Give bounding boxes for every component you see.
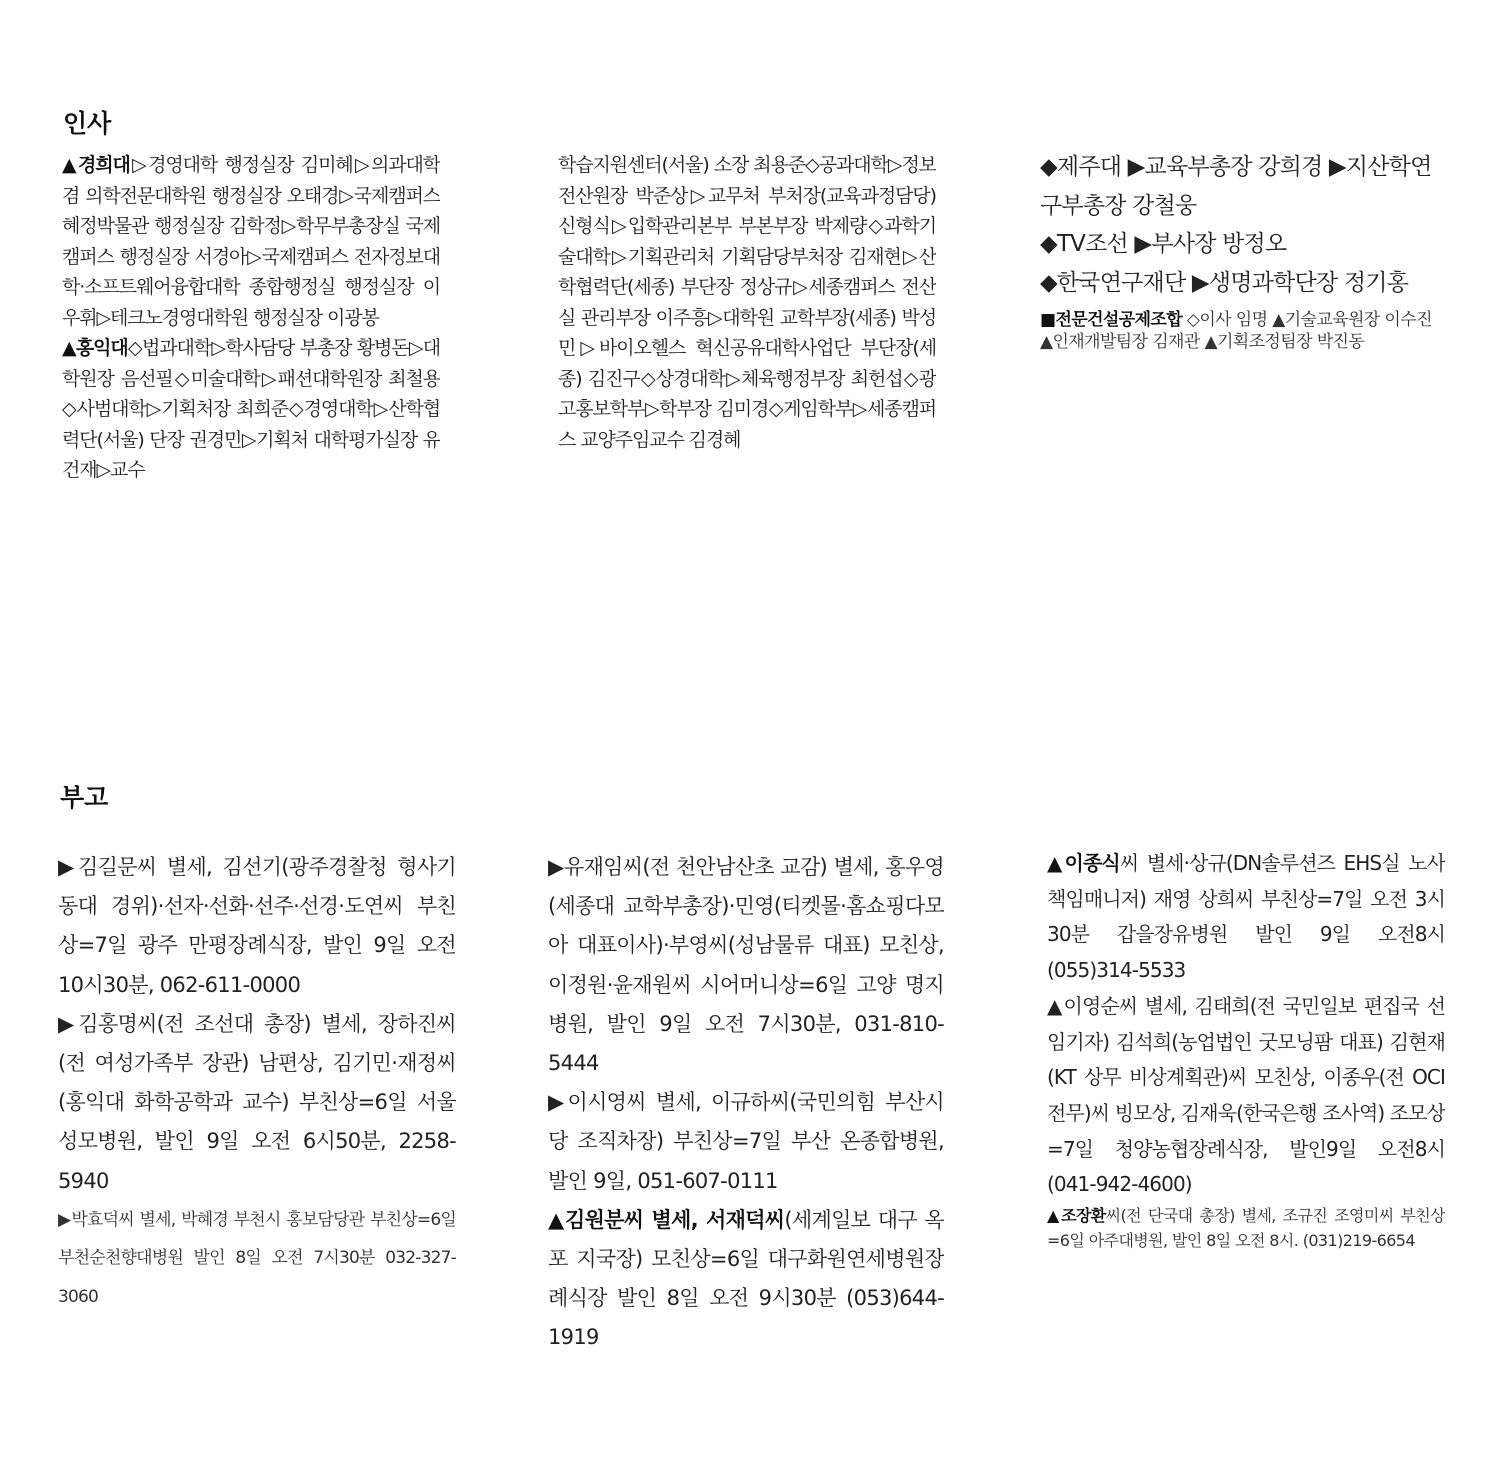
org-name: ◆한국연구재단 [1040,269,1186,296]
deceased-name: ▲김원분씨 별세, 서재덕씨 [548,1207,785,1232]
entry-text: (세계일보 대구 옥포 지국장) 모친상=6일 대구화원연세병원장례식장 발인 8일 오전 9시30분 (053)644-1919 [548,1207,944,1350]
insa-entry-small [1040,309,1444,353]
obituary-entry: ▶김홍명씨(전 조선대 총장) 별세, 장하진씨(전 여성가족부 장관) 남편상, 김기민·재정씨(홍익대 화학공학과 교수) 부친상=6일 서울성모병원, 발인 9일 오전 6시50분, 2258-5940 [58,1011,456,1193]
bugo-column-3 [1047,846,1445,1253]
entry-text: ▶이시영씨 별세, 이규하씨(국민의힘 부산시당 조직차장) 부친상=7일 부산 온종합병원, 발인 9일, 051-607-0111 [548,1090,944,1193]
insa-entry [1040,225,1444,264]
entry-text: ▶유재임씨(전 천안남산초 교감) 별세, 홍우영(세종대 교학부총장)·민영(티켓몰·홈쇼핑다모아 대표이사)·부영씨(성남물류 대표) 모친상, 이정원·윤재원씨 시어머니상=6일 고양 명지병원, 발인 9일 오전 7시30분, 031-810-5444 [548,855,944,1076]
insa-entry [1040,148,1444,225]
obituary-entry [548,1201,944,1358]
obituary-entry [548,848,944,1083]
deceased-name: ▲조장환 [1047,1206,1106,1226]
insa-column-2 [558,150,936,455]
entry-text: 씨(전 단국대 총장) 별세, 조규진 조영미씨 부친상=6일 아주대병원, 발인 8일 오전 8시. (031)219-6654 [1047,1206,1445,1251]
org-name: ◆제주대 [1040,154,1122,180]
org-name: ◆TV조선 [1040,231,1128,257]
bugo-column-1 [58,848,456,1316]
insa-entry: 학습지원센터(서울) 소장 최용준◇공과대학▷정보전산원장 박준상▷교무처 부처장(교육과정담당) 신형식▷입학관리본부 부본부장 박제량◇과학기술대학▷기획관리처 기획담당부처장 김재현▷산학협력단(세종) 부단장 정상규▷세종캠퍼스 전산실 관리부장 이주흥▷대학원 교학부장(세종) 박성민▷바이오헬스 혁신공유대학사업단 부단장(세종) 김진구◇상경대학▷체육행정부장 최헌섭◇광고홍보학부▷학부장 김미경◇게임학부▷세종캠퍼스 교양주임교수 김경혜 [558,154,936,451]
deceased-name: ▲이종식 [1047,851,1120,875]
org-name: ▲경희대 [62,154,130,176]
obituary-entry: ▶김길문씨 별세, 김선기(광주경찰청 형사기동대 경위)·선자·선화·선주·선경·도연씨 부친상=7일 광주 만평장례식장, 발인 9일 오전 10시30분, 062-611-0000 [58,855,456,997]
obituary-entry [1047,846,1445,989]
obituary-entry-small: ▶박효덕씨 별세, 박혜경 부천시 홍보담당관 부친상=6일 부천순천향대병원 발인 8일 오전 7시30분 032-327-3060 [58,1209,456,1307]
obituary-entry-small [1047,1203,1445,1253]
entry-text: ▶부사장 방정오 [1127,231,1287,257]
entry-text: 씨 별세·상규(DN솔루션즈 EHS실 노사 책임매니저) 재영 상희씨 부친상=7일 오전 3시30분 갑을장유병원 발인 9일 오전8시 (055)314-5533 [1047,851,1445,983]
entry-text: ◇법과대학▷학사담당 부총장 황병돈▷대학원장 음선필◇미술대학▷패션대학원장 최철용◇사범대학▷기획처장 최희준◇경영대학▷산학협력단(서울) 단장 권경민▷기획처 대학평가실장 유건재▷교수 [62,337,440,481]
org-name: ▲홍익대 [62,337,128,359]
org-name: ■전문건설공제조합 [1040,310,1183,330]
entry-text: ▶교육부총장 강희경 ▶지산학연구부총장 강철웅 [1040,154,1432,219]
entry-text: ▷경영대학 행정실장 김미혜▷의과대학 겸 의학전문대학원 행정실장 오태경▷국제캠퍼스 혜정박물관 행정실장 김학정▷학무부총장실 국제캠퍼스 행정실장 서경아▷국제캠퍼스 전자정보대학·소프트웨어융합대학 종합행정실 행정실장 이우휘▷테크노경영대학원 행정실장 이광봉 [62,154,440,329]
section-heading-insa: 인사 [63,109,112,138]
entry-text: ◇이사 임명 ▲기술교육원장 이수진 ▲인재개발팀장 김재관 ▲기획조정팀장 박진동 [1040,310,1432,352]
bugo-column-2 [548,848,944,1358]
entry-text: ▶생명과학단장 정기홍 [1185,269,1409,296]
insa-column-3 [1040,148,1444,353]
obituary-entry [548,1083,944,1201]
obituary-entry [1047,989,1445,1203]
section-heading-bugo: 부고 [60,783,109,812]
insa-entry [62,150,440,333]
entry-text: ▲이영순씨 별세, 김태희(전 국민일보 편집국 선임기자) 김석희(농업법인 굿모닝팜 대표) 김현재(KT 상무 비상계획관)씨 모친상, 이종우(전 OCI 전무)씨 빙모상, 김재욱(한국은행 조사역) 조모상=7일 청양농협장례식장, 발인9일 오전8시(041-942-4600) [1047,993,1445,1197]
insa-entry [62,333,440,486]
insa-column-1 [62,150,440,486]
insa-entry [1040,264,1444,303]
